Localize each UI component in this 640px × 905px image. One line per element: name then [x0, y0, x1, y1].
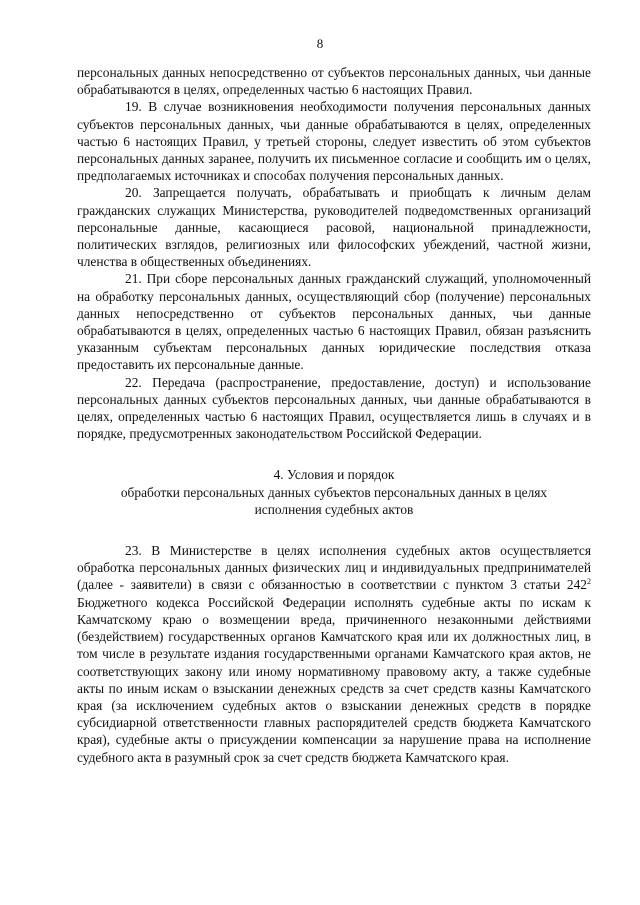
section-heading-line-1: 4. Условия и порядок	[273, 467, 395, 483]
document-body	[77, 64, 591, 766]
paragraph-23-part-2: Бюджетного кодекса Российской Федерации исполнять судебные акты по искам к Камчатскому краю о возмещении вреда, причиненного незаконными действиями (бездействием) государственных органов Камчатского края или их должностных лиц, в том числе в результате издания государственными органами Камчатского края актов, не соответствующих закону или иному нормативному правовому акту, а также судебные акты по иным искам о взыскании денежных средств за счет средств казны Камчатского края (за исключением судебных актов о взыскании денежных средств в порядке субсидиарной ответственности главных распорядителей средств бюджета Камчатского края), судебные акты о присуждении компенсации за нарушение права на исполнение судебного акта в разумный срок за счет средств бюджета Камчатского края.	[77, 594, 591, 765]
section-heading-line-2: обработки персональных данных субъектов персональных данных в целях	[120, 484, 548, 500]
heading-spacer	[77, 518, 591, 542]
paragraph-23-part-1: 23. В Министерстве в целях исполнения судебных актов осуществляется обработка персональных данных физических лиц и индивидуальных предпринимателей (далее - заявители) в связи с обязанностью в соответствии с пунктом 3 статьи 242	[77, 543, 591, 593]
paragraph-19: 19. В случае возникновения необходимости получения персональных данных субъектов персональных данных, чьи данные обрабатываются в целях, определенных частью 6 настоящих Правил, у третьей стороны, следует известить об этом субъектов персональных данных заранее, получить их письменное согласие и сообщить им о целях, предполагаемых источниках и способах получения персональных данных.	[77, 99, 591, 184]
paragraph-21: 21. При сборе персональных данных гражданский служащий, уполномоченный на обработку персональных данных, осуществляющий сбор (получение) персональных данных непосредственно от субъектов персональных данных, чьи данные обрабатываются в целях, определенных частью 6 настоящих Правил, обязан разъяснить указанным субъектам персональных данных юридические последствия отказа предоставить их персональные данные.	[77, 271, 591, 373]
paragraph-20: 20. Запрещается получать, обрабатывать и приобщать к личным делам гражданских служащих Министерства, руководителей подведомственных организаций персональные данные, касающиеся расовой, национальной принадлежности, политических взглядов, религиозных или философских убеждений, частной жизни, членства в общественных объединениях.	[77, 185, 591, 270]
paragraph-continuation: персональных данных непосредственно от субъектов персональных данных, чьи данные обрабатываются в целях, определенных частью 6 настоящих Правил.	[77, 65, 591, 98]
section-heading-line-3: исполнения судебных актов	[254, 501, 414, 517]
paragraph-22: 22. Передача (распространение, предоставление, доступ) и использование персональных данных субъектов персональных данных, чьи данные обрабатываются в целях, определенных частью 6 настоящих Правил, осуществляется лишь в случаях и в порядке, предусмотренных законодательством Российской Федерации.	[77, 374, 591, 442]
paragraph-23	[77, 542, 591, 766]
section-heading	[77, 442, 591, 518]
article-superscript: 2	[587, 577, 591, 587]
page-number: 8	[316, 36, 324, 51]
